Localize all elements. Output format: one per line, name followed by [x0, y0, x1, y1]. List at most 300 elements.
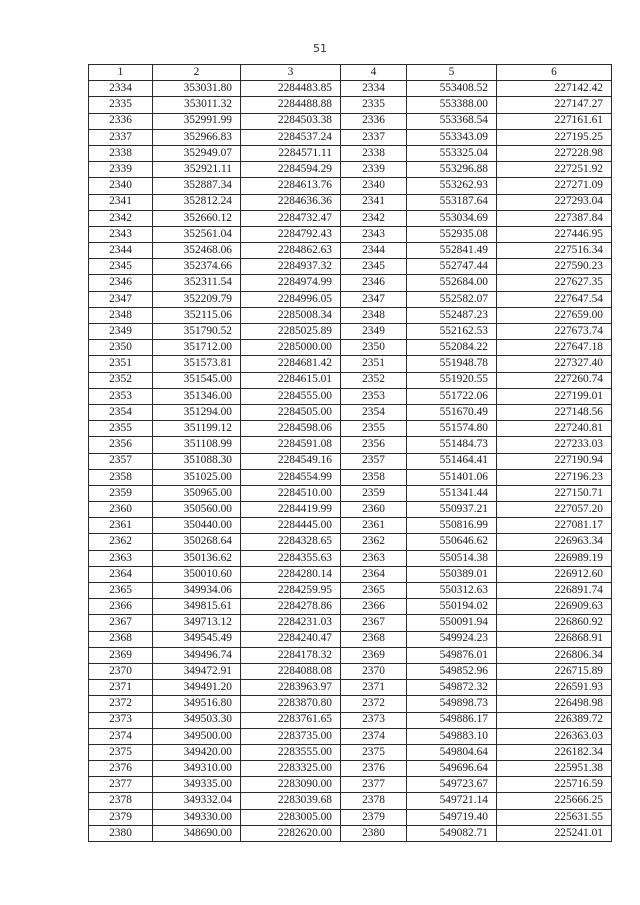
- table-cell: 2284419.99: [241, 502, 341, 518]
- table-cell: 550514.38: [407, 550, 497, 566]
- table-cell: 2368: [89, 631, 153, 647]
- table-cell: 2361: [341, 518, 407, 534]
- table-cell: 350010.60: [153, 566, 241, 582]
- table-cell: 349332.04: [153, 793, 241, 809]
- table-cell: 349420.00: [153, 744, 241, 760]
- table-cell: 2284636.36: [241, 194, 341, 210]
- table-cell: 553343.09: [407, 129, 497, 145]
- table-cell: 226891.74: [497, 583, 612, 599]
- table-row: [89, 777, 612, 793]
- table-cell: 353011.32: [153, 97, 241, 113]
- table-cell: 226182.34: [497, 744, 612, 760]
- table-cell: 2362: [89, 534, 153, 550]
- page-number: 51: [313, 42, 327, 55]
- table-cell: 2359: [341, 485, 407, 501]
- table-cell: 2350: [89, 340, 153, 356]
- table-cell: 351088.30: [153, 453, 241, 469]
- table-cell: 2283761.65: [241, 712, 341, 728]
- table-cell: 225666.25: [497, 793, 612, 809]
- table-cell: 2283039.68: [241, 793, 341, 809]
- table-row: [89, 793, 612, 809]
- table-cell: 2369: [89, 647, 153, 663]
- table-cell: 2366: [341, 599, 407, 615]
- table-cell: 352311.54: [153, 275, 241, 291]
- table-cell: 2373: [341, 712, 407, 728]
- table-cell: 2358: [89, 469, 153, 485]
- table-cell: 2343: [89, 226, 153, 242]
- table-cell: 553408.52: [407, 81, 497, 97]
- table-cell: 2284598.06: [241, 421, 341, 437]
- table-cell: 226363.03: [497, 728, 612, 744]
- table-cell: 2349: [341, 324, 407, 340]
- table-cell: 2344: [89, 243, 153, 259]
- table-row: [89, 485, 612, 501]
- column-header: 6: [497, 65, 612, 81]
- table-cell: 551401.06: [407, 469, 497, 485]
- table-cell: 352561.04: [153, 226, 241, 242]
- table-cell: 227142.42: [497, 81, 612, 97]
- table-cell: 553296.88: [407, 162, 497, 178]
- table-cell: 553034.69: [407, 210, 497, 226]
- table-cell: 2284280.14: [241, 566, 341, 582]
- table-cell: 227387.84: [497, 210, 612, 226]
- table-row: [89, 178, 612, 194]
- table-cell: 2345: [89, 259, 153, 275]
- table-cell: 2355: [341, 421, 407, 437]
- table-cell: 2285008.34: [241, 307, 341, 323]
- table-cell: 2284792.43: [241, 226, 341, 242]
- table-cell: 2354: [89, 404, 153, 420]
- table-row: [89, 372, 612, 388]
- table-row: [89, 566, 612, 582]
- table-cell: 2344: [341, 243, 407, 259]
- table-cell: 227228.98: [497, 145, 612, 161]
- table-cell: 227673.74: [497, 324, 612, 340]
- table-cell: 227161.61: [497, 113, 612, 129]
- table-cell: 2362: [341, 534, 407, 550]
- table-cell: 349491.20: [153, 680, 241, 696]
- column-header: 1: [89, 65, 153, 81]
- table-cell: 350965.00: [153, 485, 241, 501]
- table-row: [89, 324, 612, 340]
- table-cell: 2353: [341, 388, 407, 404]
- table-row: [89, 518, 612, 534]
- table-cell: 352812.24: [153, 194, 241, 210]
- table-cell: 549924.23: [407, 631, 497, 647]
- table-cell: 2337: [89, 129, 153, 145]
- table-cell: 227590.23: [497, 259, 612, 275]
- table-cell: 2334: [341, 81, 407, 97]
- table-cell: 227147.27: [497, 97, 612, 113]
- column-header: 2: [153, 65, 241, 81]
- table-cell: 227240.81: [497, 421, 612, 437]
- table-cell: 352660.12: [153, 210, 241, 226]
- table-cell: 351545.00: [153, 372, 241, 388]
- table-cell: 351790.52: [153, 324, 241, 340]
- column-header: 4: [341, 65, 407, 81]
- table-cell: 2342: [89, 210, 153, 226]
- table-cell: 549872.32: [407, 680, 497, 696]
- table-cell: 226591.93: [497, 680, 612, 696]
- table-row: [89, 663, 612, 679]
- table-cell: 350440.00: [153, 518, 241, 534]
- table-row: [89, 162, 612, 178]
- table-row: [89, 825, 612, 841]
- table-cell: 2283870.80: [241, 696, 341, 712]
- table-cell: 2284554.99: [241, 469, 341, 485]
- table-cell: 226715.89: [497, 663, 612, 679]
- table-cell: 2284503.38: [241, 113, 341, 129]
- table-cell: 552684.00: [407, 275, 497, 291]
- table-cell: 2376: [341, 761, 407, 777]
- table-cell: 2284510.00: [241, 485, 341, 501]
- table-cell: 352949.07: [153, 145, 241, 161]
- table-cell: 351294.00: [153, 404, 241, 420]
- table-cell: 353031.80: [153, 81, 241, 97]
- coordinates-table: [88, 64, 612, 842]
- table-cell: 2337: [341, 129, 407, 145]
- table-row: [89, 421, 612, 437]
- table-cell: 2340: [89, 178, 153, 194]
- table-cell: 2372: [341, 696, 407, 712]
- table-row: [89, 809, 612, 825]
- table-cell: 227293.04: [497, 194, 612, 210]
- table-row: [89, 226, 612, 242]
- table-cell: 2377: [89, 777, 153, 793]
- column-header: 5: [407, 65, 497, 81]
- table-cell: 352468.06: [153, 243, 241, 259]
- table-cell: 2373: [89, 712, 153, 728]
- table-cell: 227647.18: [497, 340, 612, 356]
- table-cell: 549804.64: [407, 744, 497, 760]
- table-cell: 349310.00: [153, 761, 241, 777]
- table-cell: 2284555.00: [241, 388, 341, 404]
- table-cell: 351712.00: [153, 340, 241, 356]
- table-cell: 2372: [89, 696, 153, 712]
- table-cell: 2284732.47: [241, 210, 341, 226]
- table-cell: 2357: [89, 453, 153, 469]
- table-cell: 2336: [341, 113, 407, 129]
- table-cell: 549852.96: [407, 663, 497, 679]
- table-cell: 225951.38: [497, 761, 612, 777]
- table-cell: 2365: [341, 583, 407, 599]
- table-cell: 551574.80: [407, 421, 497, 437]
- table-cell: 2363: [89, 550, 153, 566]
- table-cell: 2284591.08: [241, 437, 341, 453]
- table-cell: 351346.00: [153, 388, 241, 404]
- table-cell: 551484.73: [407, 437, 497, 453]
- table-cell: 352209.79: [153, 291, 241, 307]
- table-row: [89, 291, 612, 307]
- table-cell: 2348: [341, 307, 407, 323]
- table-cell: 351573.81: [153, 356, 241, 372]
- table-cell: 2284178.32: [241, 647, 341, 663]
- table-cell: 2284537.24: [241, 129, 341, 145]
- table-row: [89, 97, 612, 113]
- table-cell: 349545.49: [153, 631, 241, 647]
- table-cell: 2342: [341, 210, 407, 226]
- table-cell: 2366: [89, 599, 153, 615]
- table-cell: 2335: [89, 97, 153, 113]
- table-cell: 2283005.00: [241, 809, 341, 825]
- table-row: [89, 340, 612, 356]
- table-row: [89, 194, 612, 210]
- table-cell: 2284549.16: [241, 453, 341, 469]
- table-cell: 2345: [341, 259, 407, 275]
- table-cell: 2363: [341, 550, 407, 566]
- table-cell: 549719.40: [407, 809, 497, 825]
- table-cell: 349472.91: [153, 663, 241, 679]
- table-cell: 227199.01: [497, 388, 612, 404]
- table-cell: 2356: [341, 437, 407, 453]
- table-cell: 551670.49: [407, 404, 497, 420]
- table-cell: 552582.07: [407, 291, 497, 307]
- table-cell: 2368: [341, 631, 407, 647]
- table-row: [89, 761, 612, 777]
- table-row: [89, 129, 612, 145]
- table-cell: 2339: [341, 162, 407, 178]
- table-cell: 227516.34: [497, 243, 612, 259]
- table-cell: 227195.25: [497, 129, 612, 145]
- table-row: [89, 113, 612, 129]
- table-cell: 2284355.63: [241, 550, 341, 566]
- table-cell: 551341.44: [407, 485, 497, 501]
- table-cell: 2346: [89, 275, 153, 291]
- table-cell: 2375: [89, 744, 153, 760]
- table-cell: 352887.34: [153, 178, 241, 194]
- table-cell: 227150.71: [497, 485, 612, 501]
- table-cell: 226909.63: [497, 599, 612, 615]
- table-cell: 2350: [341, 340, 407, 356]
- table-cell: 227233.03: [497, 437, 612, 453]
- table-cell: 553187.64: [407, 194, 497, 210]
- table-cell: 2340: [341, 178, 407, 194]
- table-cell: 2376: [89, 761, 153, 777]
- table-cell: 2284231.03: [241, 615, 341, 631]
- table-cell: 2284974.99: [241, 275, 341, 291]
- table-cell: 2369: [341, 647, 407, 663]
- table-row: [89, 469, 612, 485]
- table-cell: 352115.06: [153, 307, 241, 323]
- table-row: [89, 404, 612, 420]
- table-cell: 549876.01: [407, 647, 497, 663]
- table-cell: 226963.34: [497, 534, 612, 550]
- table-cell: 2283555.00: [241, 744, 341, 760]
- table-cell: 2361: [89, 518, 153, 534]
- table-cell: 352921.11: [153, 162, 241, 178]
- table-cell: 2355: [89, 421, 153, 437]
- table-cell: 2285025.89: [241, 324, 341, 340]
- table-cell: 2284862.63: [241, 243, 341, 259]
- table-cell: 227446.95: [497, 226, 612, 242]
- table-cell: 2339: [89, 162, 153, 178]
- table-cell: 549696.64: [407, 761, 497, 777]
- table-cell: 2284088.08: [241, 663, 341, 679]
- table-row: [89, 502, 612, 518]
- table-cell: 2341: [89, 194, 153, 210]
- table-row: [89, 210, 612, 226]
- table-row: [89, 243, 612, 259]
- table-cell: 352991.99: [153, 113, 241, 129]
- table-cell: 349713.12: [153, 615, 241, 631]
- table-row: [89, 534, 612, 550]
- table-cell: 227081.17: [497, 518, 612, 534]
- table-cell: 2284681.42: [241, 356, 341, 372]
- table-cell: 552841.49: [407, 243, 497, 259]
- table-cell: 2378: [341, 793, 407, 809]
- table-cell: 2284937.32: [241, 259, 341, 275]
- table-cell: 2283090.00: [241, 777, 341, 793]
- table-cell: 226806.34: [497, 647, 612, 663]
- table-cell: 2379: [341, 809, 407, 825]
- table-cell: 2284505.00: [241, 404, 341, 420]
- table-cell: 2334: [89, 81, 153, 97]
- table-cell: 2284615.01: [241, 372, 341, 388]
- table-cell: 227271.09: [497, 178, 612, 194]
- table-cell: 552084.22: [407, 340, 497, 356]
- table-cell: 227260.74: [497, 372, 612, 388]
- table-cell: 550937.21: [407, 502, 497, 518]
- table-cell: 349934.06: [153, 583, 241, 599]
- table-cell: 549886.17: [407, 712, 497, 728]
- table-cell: 2358: [341, 469, 407, 485]
- table-cell: 550194.02: [407, 599, 497, 615]
- table-row: [89, 437, 612, 453]
- table-cell: 352374.66: [153, 259, 241, 275]
- table-row: [89, 728, 612, 744]
- table-cell: 2283325.00: [241, 761, 341, 777]
- table-cell: 549082.71: [407, 825, 497, 841]
- table-cell: 2377: [341, 777, 407, 793]
- table-row: [89, 696, 612, 712]
- table-cell: 2284488.88: [241, 97, 341, 113]
- table-cell: 226912.60: [497, 566, 612, 582]
- table-cell: 226868.91: [497, 631, 612, 647]
- table-cell: 225631.55: [497, 809, 612, 825]
- table-cell: 2341: [341, 194, 407, 210]
- table-cell: 551920.55: [407, 372, 497, 388]
- table-cell: 349496.74: [153, 647, 241, 663]
- table-cell: 349503.30: [153, 712, 241, 728]
- table-cell: 553368.54: [407, 113, 497, 129]
- table-cell: 552935.08: [407, 226, 497, 242]
- table-row: [89, 647, 612, 663]
- table-row: [89, 307, 612, 323]
- table-body: [89, 81, 612, 842]
- table-cell: 2351: [89, 356, 153, 372]
- table-cell: 225241.01: [497, 825, 612, 841]
- table-cell: 350136.62: [153, 550, 241, 566]
- table-cell: 2374: [341, 728, 407, 744]
- table-cell: 549721.14: [407, 793, 497, 809]
- table-row: [89, 712, 612, 728]
- table-cell: 2284996.05: [241, 291, 341, 307]
- table-cell: 2284328.65: [241, 534, 341, 550]
- table-cell: 550816.99: [407, 518, 497, 534]
- table-cell: 2336: [89, 113, 153, 129]
- table-row: [89, 275, 612, 291]
- table-cell: 2283735.00: [241, 728, 341, 744]
- table-cell: 550389.01: [407, 566, 497, 582]
- table-cell: 2359: [89, 485, 153, 501]
- table-cell: 225716.59: [497, 777, 612, 793]
- table-cell: 2347: [341, 291, 407, 307]
- table-cell: 2378: [89, 793, 153, 809]
- table-cell: 2367: [89, 615, 153, 631]
- table-row: [89, 81, 612, 97]
- table-cell: 2367: [341, 615, 407, 631]
- table-row: [89, 356, 612, 372]
- table-cell: 2335: [341, 97, 407, 113]
- table-cell: 2364: [341, 566, 407, 582]
- table-cell: 2371: [341, 680, 407, 696]
- table-cell: 349335.00: [153, 777, 241, 793]
- table-cell: 2284613.76: [241, 178, 341, 194]
- table-cell: 349815.61: [153, 599, 241, 615]
- table-cell: 2349: [89, 324, 153, 340]
- table-row: [89, 550, 612, 566]
- table-cell: 550091.94: [407, 615, 497, 631]
- table-cell: 552487.23: [407, 307, 497, 323]
- table-cell: 2353: [89, 388, 153, 404]
- table-cell: 2360: [341, 502, 407, 518]
- table-cell: 2351: [341, 356, 407, 372]
- table-cell: 2346: [341, 275, 407, 291]
- table-cell: 2283963.97: [241, 680, 341, 696]
- table-cell: 2357: [341, 453, 407, 469]
- table-header-row: [89, 65, 612, 81]
- table-cell: 553388.00: [407, 97, 497, 113]
- column-header: 3: [241, 65, 341, 81]
- table-cell: 349500.00: [153, 728, 241, 744]
- table-cell: 349516.80: [153, 696, 241, 712]
- table-cell: 2352: [89, 372, 153, 388]
- table-cell: 2374: [89, 728, 153, 744]
- table-cell: 2380: [341, 825, 407, 841]
- table-cell: 553262.93: [407, 178, 497, 194]
- table-cell: 227251.92: [497, 162, 612, 178]
- table-cell: 551464.41: [407, 453, 497, 469]
- table-cell: 2348: [89, 307, 153, 323]
- table-cell: 350560.00: [153, 502, 241, 518]
- table-cell: 2284240.47: [241, 631, 341, 647]
- table-cell: 2285000.00: [241, 340, 341, 356]
- table-cell: 2365: [89, 583, 153, 599]
- table-cell: 227647.54: [497, 291, 612, 307]
- table-row: [89, 615, 612, 631]
- table-cell: 2284445.00: [241, 518, 341, 534]
- table-cell: 2343: [341, 226, 407, 242]
- table-cell: 551948.78: [407, 356, 497, 372]
- table-cell: 2284259.95: [241, 583, 341, 599]
- table-cell: 227190.94: [497, 453, 612, 469]
- table-cell: 226498.98: [497, 696, 612, 712]
- table-cell: 550312.63: [407, 583, 497, 599]
- table-cell: 2338: [89, 145, 153, 161]
- table-cell: 2375: [341, 744, 407, 760]
- table-cell: 2338: [341, 145, 407, 161]
- table-cell: 2284594.29: [241, 162, 341, 178]
- table-cell: 549723.67: [407, 777, 497, 793]
- table-cell: 551722.06: [407, 388, 497, 404]
- table-cell: 2354: [341, 404, 407, 420]
- table-cell: 226860.92: [497, 615, 612, 631]
- table-cell: 2347: [89, 291, 153, 307]
- table-row: [89, 388, 612, 404]
- table-cell: 2284278.86: [241, 599, 341, 615]
- table-cell: 227196.23: [497, 469, 612, 485]
- table-cell: 351025.00: [153, 469, 241, 485]
